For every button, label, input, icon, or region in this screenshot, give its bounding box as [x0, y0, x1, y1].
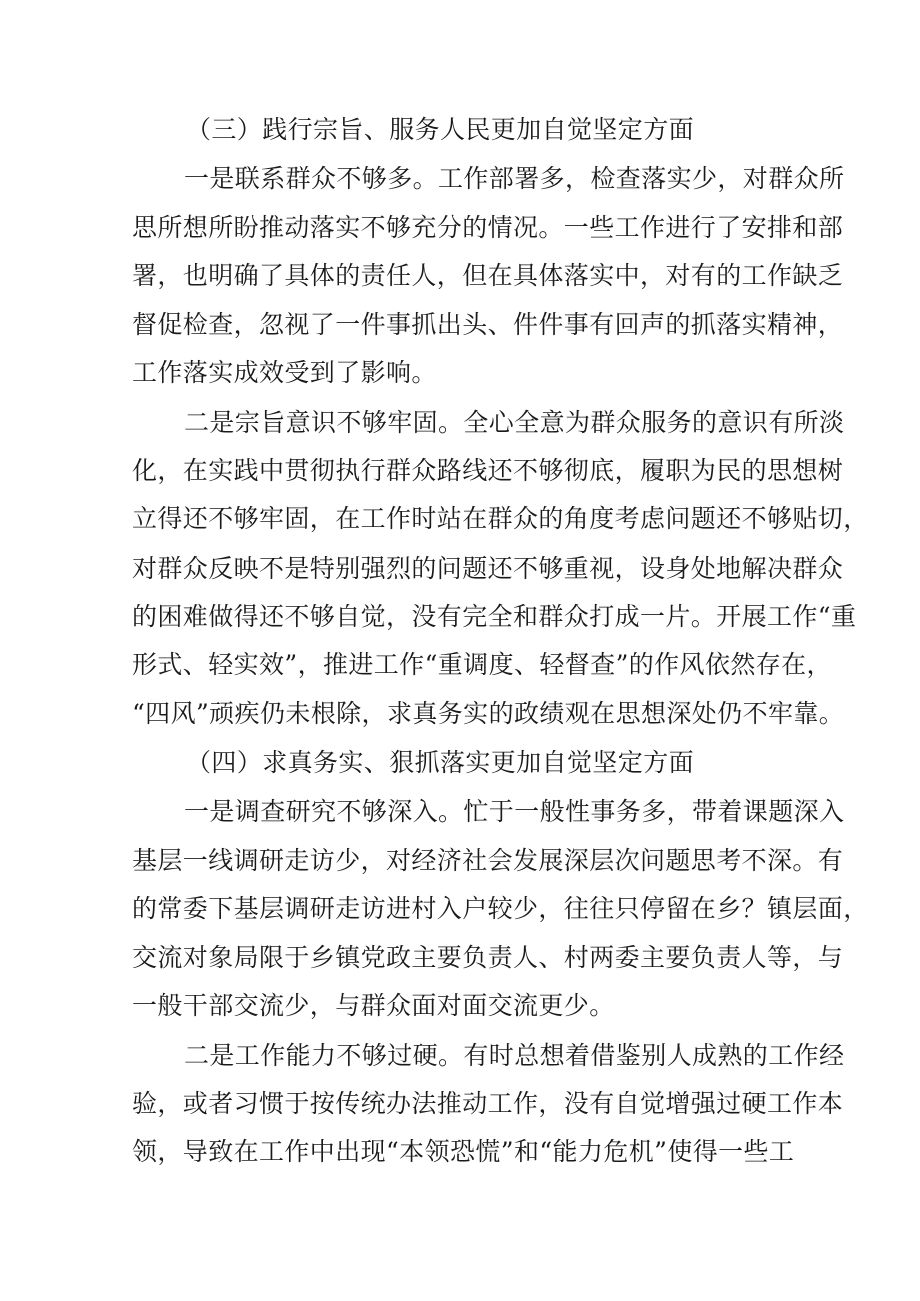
paragraph-line: 交流对象局限于乡镇党政主要负责人、村两委主要负责人等，与: [132, 943, 844, 972]
paragraph-line: 一是调查研究不够深入。忙于一般性事务多，带着课题深入: [184, 797, 845, 826]
paragraph-line: 对群众反映不是特别强烈的问题还不够重视，设身处地解决群众: [132, 554, 844, 583]
paragraph-line: 形式、轻实效”，推进工作“重调度、轻督查”的作风依然存在，: [132, 650, 832, 679]
paragraph-line: 化，在实践中贯彻执行群众路线还不够彻底，履职为民的思想树: [132, 456, 844, 485]
paragraph-line: 工作落实成效受到了影响。: [132, 358, 437, 387]
paragraph-line: “四风”顽疾仍未根除，求真务实的政绩观在思想深处仍不牢靠。: [132, 699, 845, 728]
section-heading-4: （四）求真务实、狠抓落实更加自觉坚定方面: [186, 748, 695, 777]
paragraph-line: 一是联系群众不够多。工作部署多，检查落实少，对群众所: [184, 164, 845, 193]
paragraph-line: 立得还不够牢固，在工作时站在群众的角度考虑问题还不够贴切，: [132, 504, 869, 533]
paragraph-line: 督促检查，忽视了一件事抓出头、件件事有回声的抓落实精神，: [132, 310, 844, 339]
paragraph-line: 二是工作能力不够过硬。有时总想着借鉴别人成熟的工作经: [184, 1041, 845, 1070]
paragraph-line: 二是宗旨意识不够牢固。全心全意为群众服务的意识有所淡: [184, 408, 845, 437]
paragraph-line: 一般干部交流少，与群众面对面交流更少。: [132, 991, 615, 1020]
paragraph-line: 思所想所盼推动落实不够充分的情况。一些工作进行了安排和部: [132, 213, 844, 242]
paragraph-line: 基层一线调研走访少，对经济社会发展深层次问题思考不深。有: [132, 846, 844, 875]
paragraph-line: 验，或者习惯于按传统办法推动工作，没有自觉增强过硬工作本: [132, 1089, 844, 1118]
paragraph-line: 署，也明确了具体的责任人，但在具体落实中，对有的工作缺乏: [132, 261, 844, 290]
section-heading-3: （三）践行宗旨、服务人民更加自觉坚定方面: [186, 115, 695, 144]
paragraph-line: 领，导致在工作中出现“本领恐慌”和“能力危机”使得一些工: [132, 1137, 795, 1166]
paragraph-line: 的常委下基层调研走访进村入户较少，往往只停留在乡？镇层面，: [132, 894, 869, 923]
paragraph-line: 的困难做得还不够自觉，没有完全和群众打成一片。开展工作“重: [132, 602, 857, 631]
